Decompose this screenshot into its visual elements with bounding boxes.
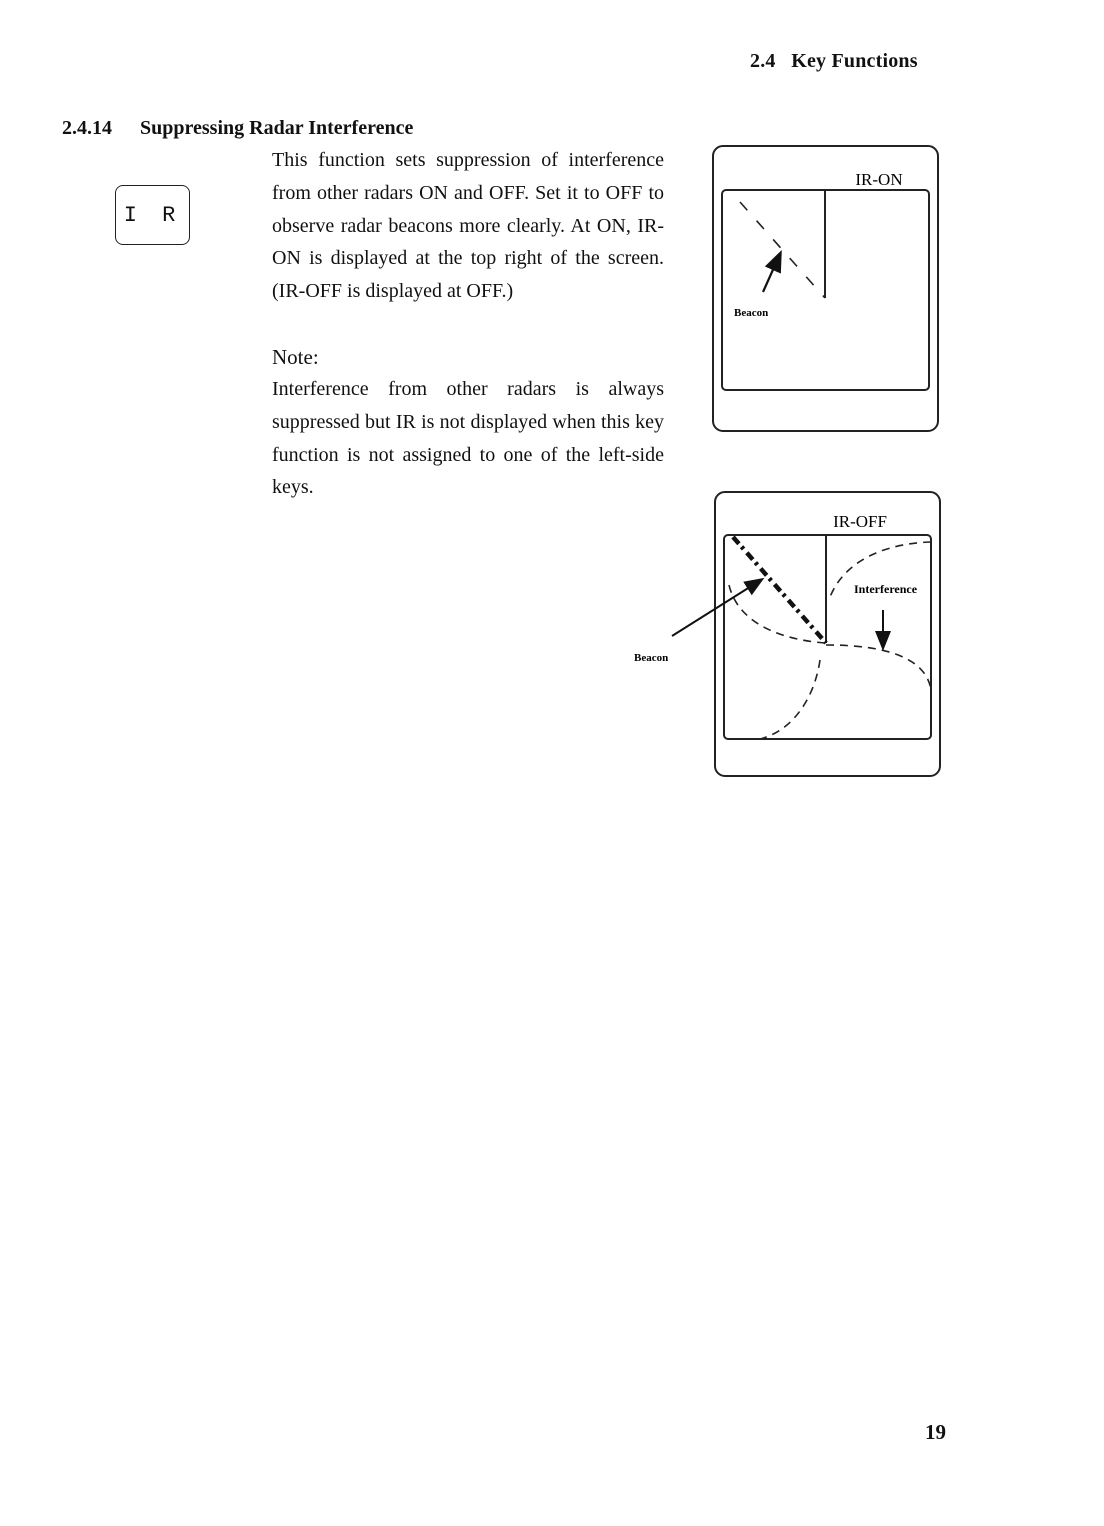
header-section-ref: 2.4 xyxy=(750,50,776,72)
ir-key-icon: I R xyxy=(115,185,190,245)
section-heading xyxy=(62,117,413,140)
section-title: Suppressing Radar Interference xyxy=(140,117,414,139)
figure-ir-off xyxy=(625,485,955,785)
ir-on-label: IR-ON xyxy=(855,170,903,189)
description-paragraph: This function sets suppression of interference from other radars ON and OFF. Set it to OFF to observe radar beacons more clearly. At ON, IR-ON is displayed at the top right of the screen. (IR-OFF is displayed at OFF.) xyxy=(272,149,664,303)
figure-ir-on xyxy=(700,140,950,440)
radar-screen xyxy=(724,535,931,739)
page-number: 19 xyxy=(925,1420,946,1444)
beacon-label: Beacon xyxy=(734,307,769,319)
header-section-title: Key Functions xyxy=(791,50,918,72)
ir-off-label: IR-OFF xyxy=(833,512,887,531)
beacon-arrow xyxy=(672,580,761,636)
interference-curve xyxy=(760,660,820,739)
beacon-trace xyxy=(740,202,825,298)
interference-label: Interference xyxy=(854,582,918,596)
beacon-label: Beacon xyxy=(634,652,669,664)
interference-curve xyxy=(826,645,931,690)
note-paragraph: Interference from other radars is always suppressed but IR is not displayed when this key function is not assigned to one of the left-side keys. xyxy=(272,378,664,499)
beacon-arrow xyxy=(763,254,780,292)
running-header xyxy=(750,50,918,73)
note-heading: Note: xyxy=(272,345,319,369)
section-number: 2.4.14 xyxy=(62,117,112,139)
